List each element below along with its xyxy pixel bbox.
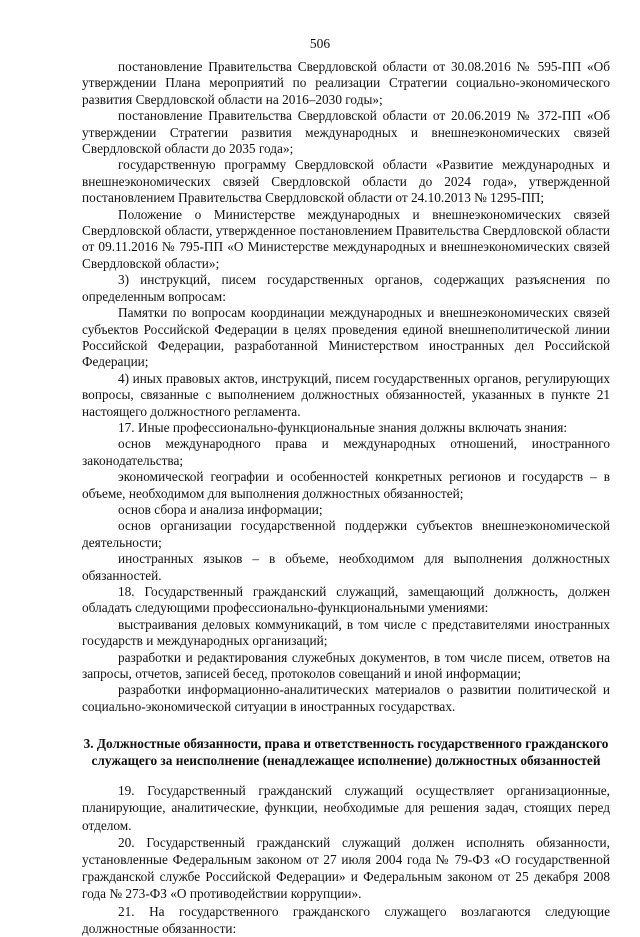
paragraph: 18. Государственный гражданский служащий, замещающий должность, должен обладать следующими профессионально-функциональными умениями: (82, 584, 610, 616)
paragraph: постановление Правительства Свердловской области от 30.08.2016 № 595-ПП «Об утверждении Плана мероприятий по реализации Стратегии социально-экономического развития Свердловской области на 2016–2030 годы»; (82, 59, 610, 107)
paragraph: Памятки по вопросам координации международных и внешнеэкономических связей субъектов Российской Федерации в целях проведения единой внешнеполитической линии Российской Федерации, разработанной Министерством иностранных дел Российской Федерации; (82, 305, 610, 370)
paragraph: основ международного права и международных отношений, иностранного законодательства; (82, 436, 610, 468)
paragraph: 17. Иные профессионально-функциональные знания должны включать знания: (118, 419, 568, 435)
paragraph: выстраивания деловых коммуникаций, в том числе с представителями иностранных государств и международных организаций; (82, 616, 610, 649)
paragraph: экономической географии и особенностей конкретных регионов и государств – в объеме, необходимом для выполнения должностных обязанностей; (82, 469, 610, 501)
paragraph: государственную программу Свердловской области «Развитие международных и внешнеэкономических связей Свердловской области до 2024 года», утвержденной постановлением Правительства Свердловской области от 24.10.2013 № 1295-ПП; (82, 157, 610, 206)
paragraph: постановление Правительства Свердловской области от 20.06.2019 № 372-ПП «Об утверждении Стратегии развития международных и внешнеэкономических связей Свердловской области до 2035 года»; (82, 108, 610, 157)
page-number: 506 (309, 36, 331, 51)
paragraph: разработки информационно-аналитических материалов о развитии политической и социально-экономической ситуации в иностранных государствах. (82, 682, 610, 714)
paragraph: 4) иных правовых актов, инструкций, писем государственных органов, регулирующих вопросы, связанные с выполнением должностных обязанностей, указанных в пункте 21 настоящего должностного регламента. (82, 370, 610, 419)
section-heading: 3. Должностные обязанности, права и ответственность государственного гражданского служащего за неисполнение (ненадлежащее исполнение) должностных обязанностей (83, 736, 609, 769)
paragraph: основ организации государственной поддержки субъектов внешнеэкономической деятельности; (82, 518, 610, 550)
paragraph: 3) инструкций, писем государственных органов, содержащих разъяснения по определенным вопросам: (82, 272, 610, 304)
paragraph: 21. На государственного гражданского служащего возлагаются следующие должностные обязанности: (82, 903, 610, 936)
paragraph: Положение о Министерстве международных и внешнеэкономических связей Свердловской области, утвержденное постановлением Правительства Свердловской области от 09.11.2016 № 795-ПП «О Министерстве международных и внешнеэкономических связей Свердловской области»; (82, 206, 610, 271)
paragraph: 19. Государственный гражданский служащий осуществляет организационные, планирующие, аналитические, функции, необходимые для решения задач, стоящих перед отделом. (82, 783, 610, 833)
paragraph: разработки и редактирования служебных документов, в том числе писем, ответов на запросы, отчетов, записей бесед, протоколов совещаний и иной информации; (82, 649, 610, 682)
paragraph: основ сбора и анализа информации; (118, 501, 323, 517)
document-body (82, 59, 610, 937)
paragraph: иностранных языков – в объеме, необходимом для выполнения должностных обязанностей. (82, 551, 610, 583)
paragraph: 20. Государственный гражданский служащий должен исполнять обязанности, установленные Федеральным законом от 27 июля 2004 года № 79-ФЗ «О государственной гражданской службе Российской Федерации» и Федеральным законом от 25 декабря 2008 года № 273-ФЗ «О противодействии коррупции». (82, 834, 610, 902)
